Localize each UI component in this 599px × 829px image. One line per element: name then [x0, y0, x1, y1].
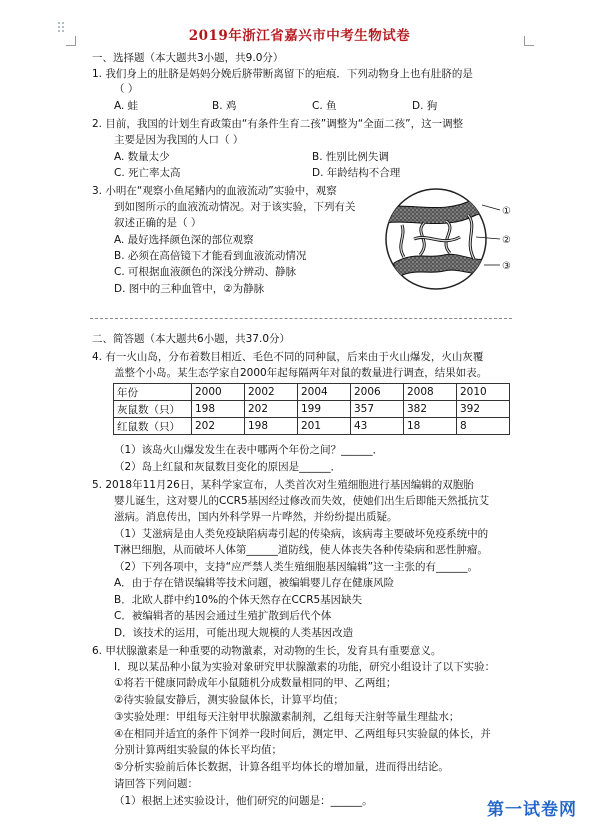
option-b: B. 必须在高倍镜下才能看到血液流动情况 [114, 250, 307, 262]
table-cell: 18 [404, 418, 457, 435]
option-c: C. 死亡率太高 [114, 167, 181, 179]
option-a: A. 最好选择颜色深的部位观察 [114, 234, 254, 246]
table-cell: 201 [298, 418, 351, 435]
blood-vessel-figure [384, 185, 514, 293]
mouse-count-table [113, 383, 510, 435]
option-c: C．被编辑者的基因会通过生殖扩散到后代个体 [114, 610, 332, 622]
sub-question: （1）根据上述实验设计，他们研究的问题是：______。 [114, 795, 373, 807]
sub-question: （1）艾滋病是由人类免疫缺陷病毒引起的传染病，该病毒主要破坏免疫系统中的 [114, 528, 489, 540]
table-cell: 202 [245, 401, 298, 418]
table-cell: 199 [298, 401, 351, 418]
option-d: D. 图中的三种血管中，②为静脉 [114, 283, 265, 295]
exam-title: 2019年浙江省嘉兴市中考生物试卷 [188, 28, 411, 44]
figure-label-3: ③ [502, 261, 511, 272]
table-cell: 2006 [351, 384, 404, 401]
sub-question: （2）下列各项中，支持“应严禁人类生殖细胞基因编辑”这一主张的有______。 [114, 561, 479, 573]
question-paragraph: 分别计算两组实验鼠的体长平均值； [114, 744, 282, 756]
table-cell: 2004 [298, 384, 351, 401]
table-cell: 年份 [114, 384, 192, 401]
option-b: B．北欧人群中约10%的个体天然存在CCR5基因缺失 [114, 594, 363, 606]
question-stem: 1. 我们身上的肚脐是妈妈分娩后脐带断离留下的疤痕．下列动物身上也有肚脐的是 [92, 68, 473, 80]
table-cell: 2008 [404, 384, 457, 401]
question-stem: 到如图所示的血液流动情况。对于该实验，下列有关 [114, 201, 356, 213]
question-paragraph: Ⅰ．现以某品种小鼠为实验对象研究甲状腺激素的功能，研究小组设计了以下实验： [114, 661, 496, 673]
option-a: A．由于存在错误编辑等技术问题，被编辑婴儿存在健康风险 [114, 577, 395, 589]
option-a: A. 数量太少 [114, 151, 170, 163]
sub-question: （2）岛上红鼠和灰鼠数目变化的原因是______． [114, 461, 342, 473]
question-stem: 2. 目前，我国的计划生育政策由“有条件生育二孩”调整为“全面二孩”，这一调整 [92, 118, 464, 130]
question-paragraph: ③实验处理：甲组每天注射甲状腺激素制剂，乙组每天注射等量生理盐水； [114, 711, 460, 723]
question-stem: 4. 有一火山岛，分布着数目相近、毛色不同的同种鼠，后来由于火山爆发，火山灰覆 [92, 351, 484, 363]
option-c: C. 鱼 [312, 100, 337, 112]
question-paragraph: ④在相同并适宜的条件下饲养一段时间后，测定甲、乙两组每只实验鼠的体长，并 [114, 728, 491, 740]
table-cell: 灰鼠数（只） [114, 401, 192, 418]
sub-question: （1）该岛火山爆发发生在表中哪两个年份之间？______． [114, 444, 384, 456]
option-c: C. 可根据血液颜色的深浅分辨动、静脉 [114, 266, 297, 278]
table-cell: 43 [351, 418, 404, 435]
table-cell: 392 [457, 401, 510, 418]
question-paragraph: ⑤分析实验前后体长数据，计算各组平均体长的增加量，进而得出结论。 [114, 761, 449, 773]
question-stem: 5. 2018年11月26日，某科学家宣布，人类首次对生殖细胞进行基因编辑的双胞胎 [92, 479, 474, 491]
table-header-row [114, 384, 510, 401]
option-a: A. 蛙 [114, 100, 139, 112]
table-cell: 2002 [245, 384, 298, 401]
table-cell: 红鼠数（只） [114, 418, 192, 435]
option-d: D. 狗 [412, 100, 438, 112]
figure-label-1: ① [502, 206, 511, 217]
table-row [114, 401, 510, 418]
question-stem: 滋病。消息传出，国内外科学界一片哗然，并纷纷提出质疑。 [114, 511, 398, 523]
question-stem: 3. 小明在“观察小鱼尾鳍内的血液流动”实验中，观察 [92, 185, 337, 197]
table-cell: 198 [192, 401, 245, 418]
question-stem: 婴儿诞生，这对婴儿的CCR5基因经过修改而失效，使她们出生后即能天然抵抗艾 [114, 495, 490, 507]
option-b: B. 性别比例失调 [312, 151, 389, 163]
section-header: 二、简答题（本大题共6小题，共37.0分） [92, 333, 291, 345]
question-stem: 主要是因为我国的人口（ ） [114, 134, 244, 146]
question-paragraph: ②待实验鼠安静后，测实验鼠体长，计算平均值； [114, 694, 344, 706]
figure-label-2: ② [502, 235, 511, 246]
table-cell: 382 [404, 401, 457, 418]
question-paragraph: 请回答下列问题： [114, 778, 198, 790]
site-watermark: 第一试卷网 [487, 800, 577, 820]
question-paragraph: ①将若干健康同龄成年小鼠随机分成数量相同的甲、乙两组； [114, 677, 397, 689]
table-cell: 198 [245, 418, 298, 435]
question-stem: 盖整个小岛。某生态学家自2000年起每隔两年对鼠的数量进行调查，结果如表。 [114, 367, 488, 379]
table-cell: 8 [457, 418, 510, 435]
option-b: B. 鸡 [212, 100, 237, 112]
table-row [114, 418, 510, 435]
table-cell: 202 [192, 418, 245, 435]
section-header: 一、选择题（本大题共3小题，共9.0分） [92, 52, 284, 64]
table-cell: 2000 [192, 384, 245, 401]
table-cell: 357 [351, 401, 404, 418]
question-stem: 6. 甲状腺激素是一种重要的动物激素，对动物的生长，发育具有重要意义。 [92, 645, 442, 657]
option-d: D. 年龄结构不合理 [312, 167, 401, 179]
sub-question: T淋巴细胞，从而破坏人体第______道防线，使人体丧失各种传染病和恶性肿瘤。 [114, 544, 488, 556]
section-divider [90, 318, 512, 319]
question-stem: 叙述正确的是（ ） [114, 217, 202, 229]
table-cell: 2010 [457, 384, 510, 401]
question-stem: （ ） [114, 83, 139, 95]
option-d: D．该技术的运用，可能出现大规模的人类基因改造 [114, 627, 354, 639]
